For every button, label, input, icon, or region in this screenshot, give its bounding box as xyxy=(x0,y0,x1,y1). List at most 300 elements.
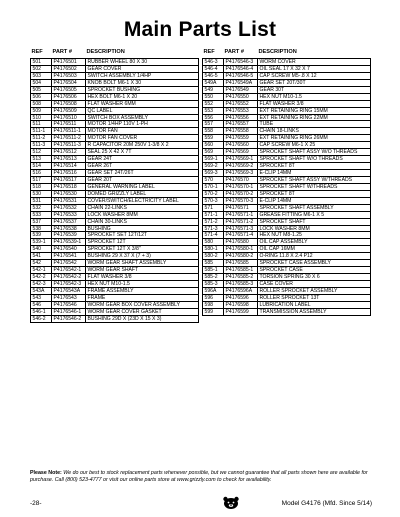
table-row xyxy=(203,115,370,122)
ref-cell: 598 xyxy=(203,302,224,308)
ref-cell: 571-2 xyxy=(203,219,224,225)
part-number-cell: P4176549 xyxy=(224,87,258,93)
part-number-cell: P4176511-3 xyxy=(52,142,86,148)
ref-cell: 571-3 xyxy=(203,226,224,232)
part-number-cell: P4176596A xyxy=(224,288,258,294)
description-cell: LOCK WASHER 8MM xyxy=(87,211,138,218)
description-cell: SEAL 25 X 42 X 7T xyxy=(87,149,132,156)
description-cell: GEAR 30T xyxy=(259,86,285,93)
table-row xyxy=(203,135,370,142)
part-number-cell: P4176570-2 xyxy=(224,191,258,197)
description-cell: CAP SCREW M6-1 X 25 xyxy=(259,142,316,149)
description-cell: BUSHING xyxy=(87,225,111,232)
description-cell: HEX NUT M10-1.5 xyxy=(87,281,130,287)
ref-cell: 542 xyxy=(31,260,52,266)
part-number-cell: P4176549A xyxy=(224,80,258,86)
description-cell: WORM GEAR SHAFT xyxy=(87,267,139,274)
description-cell: SPROCKET 12T xyxy=(87,239,126,246)
table-row xyxy=(203,232,370,239)
description-cell: TRANSMISSION ASSEMBLY xyxy=(259,308,327,315)
description-cell: OIL CAP 16MM xyxy=(259,246,295,253)
table-row xyxy=(203,87,370,94)
description-cell: SPROCKET SHAFT ASSY W/THREADS xyxy=(259,176,353,183)
page-number: -28- xyxy=(30,500,42,507)
description-cell: HEX BOLT M6-1 X 20 xyxy=(87,93,138,100)
table-row xyxy=(31,184,198,191)
table-row xyxy=(31,66,198,73)
description-cell: COVER/SWITCH/ELECTRICITY LABEL xyxy=(87,197,179,204)
ref-cell: 558 xyxy=(203,128,224,134)
part-number-cell: P4176532 xyxy=(52,205,86,211)
part-number-cell: P4176546 xyxy=(52,302,86,308)
ref-cell: 546-3 xyxy=(203,59,224,65)
description-cell: WORM GEAR BOX COVER ASSEMBLY xyxy=(87,301,180,308)
part-number-cell: P4176506 xyxy=(52,94,86,100)
description-cell: SPROCKET SHAFT W/O THREADS xyxy=(259,156,343,163)
part-number-cell: P4176510 xyxy=(52,115,86,121)
ref-cell: 503 xyxy=(31,73,52,79)
part-number-cell: P4176517 xyxy=(52,177,86,183)
ref-cell: 508 xyxy=(31,101,52,107)
description-cell: EXT RETAINING RING 26MM xyxy=(259,135,328,142)
table-row xyxy=(31,170,198,177)
ref-cell: 569-1 xyxy=(203,156,224,162)
description-cell: E-CLIP 14MM xyxy=(259,197,292,204)
ref-cell: 585-2 xyxy=(203,274,224,280)
table-row xyxy=(31,128,198,135)
table-row xyxy=(31,246,198,253)
ref-cell: 542-2 xyxy=(31,274,52,280)
description-cell: SPROCKET SHAFT W/THREADS xyxy=(259,183,338,190)
part-number-cell: P4176569-1 xyxy=(224,156,258,162)
part-number-cell: P4176505 xyxy=(52,87,86,93)
description-cell: RUBBER WHEEL 80 X 30 xyxy=(87,59,148,65)
ref-cell: 538 xyxy=(31,226,52,232)
description-cell: EXT RETAINING RING 22MM xyxy=(259,114,328,121)
part-number-cell: P4176598 xyxy=(224,302,258,308)
ref-cell: 580-2 xyxy=(203,253,224,259)
description-cell: TORSION SPRING 30 X 6 xyxy=(259,274,320,280)
table-row xyxy=(203,149,370,156)
description-cell: GEAR 26T xyxy=(87,163,113,169)
table-row xyxy=(203,142,370,149)
table-row xyxy=(31,260,198,267)
ref-cell: 542-3 xyxy=(31,281,52,287)
table-row xyxy=(31,121,198,128)
description-cell: GENERAL WARNING LABEL xyxy=(87,183,155,190)
part-number-cell: P4176569-3 xyxy=(224,170,258,176)
header-part: PART # xyxy=(224,49,244,55)
table-row xyxy=(31,232,198,239)
description-cell: TUBE xyxy=(259,121,274,128)
part-number-cell: P4176514 xyxy=(52,163,86,169)
part-number-cell: P4176518 xyxy=(52,184,86,190)
table-row xyxy=(31,302,198,309)
table-row xyxy=(203,66,370,73)
table-row xyxy=(203,309,370,316)
ref-cell: 510 xyxy=(31,115,52,121)
part-number-cell: P4176552 xyxy=(224,101,258,107)
part-number-cell: P4176596 xyxy=(224,295,258,301)
table-row xyxy=(203,184,370,191)
table-row xyxy=(31,191,198,198)
availability-note xyxy=(30,470,372,484)
part-number-cell: P4176543 xyxy=(52,295,86,301)
description-cell: SPROCKET SHAFT ASSEMBLY xyxy=(259,204,334,211)
part-number-cell: P4176504 xyxy=(52,80,86,86)
ref-cell: 569-2 xyxy=(203,163,224,169)
ref-cell: 539-1 xyxy=(31,239,52,245)
part-number-cell: P4176542-1 xyxy=(52,267,86,273)
table-row xyxy=(203,302,370,309)
table-row xyxy=(203,121,370,128)
description-cell: CHAIN 30-LINKS xyxy=(87,218,127,225)
ref-cell: 513 xyxy=(31,156,52,162)
ref-cell: 560 xyxy=(203,142,224,148)
part-number-cell: P4176571-2 xyxy=(224,219,258,225)
description-cell: MOTOR 1/4HP 110V 1-PH xyxy=(87,121,148,128)
ref-cell: 511-3 xyxy=(31,142,52,148)
description-cell: SWITCH BOX ASSEMBLY xyxy=(87,114,148,121)
part-number-cell: P4176570-1 xyxy=(224,184,258,190)
table-row xyxy=(203,267,370,274)
description-cell: GEAR COVER xyxy=(87,65,122,72)
header-ref: REF xyxy=(203,49,215,55)
table-row xyxy=(203,288,370,295)
part-number-cell: P4176509 xyxy=(52,108,86,114)
description-cell: WORM GEAR SHAFT ASSEMBLY xyxy=(87,260,167,267)
parts-tables xyxy=(30,48,371,354)
table-body-left xyxy=(30,58,199,323)
page-title: Main Parts List xyxy=(123,18,277,41)
table-row xyxy=(31,239,198,246)
part-number-cell: P4176508 xyxy=(52,101,86,107)
table-row xyxy=(203,253,370,260)
ref-cell: 543 xyxy=(31,295,52,301)
part-number-cell: P4176542-3 xyxy=(52,281,86,287)
description-cell: BUSHING 29D X (23D X 15 X 3) xyxy=(87,315,162,322)
ref-cell: 552 xyxy=(203,101,224,107)
table-row xyxy=(203,198,370,205)
table-row xyxy=(203,246,370,253)
description-cell: OIL SEAL 17 X 32 X 7 xyxy=(259,65,310,72)
part-number-cell: P4176556 xyxy=(224,115,258,121)
table-row xyxy=(31,205,198,212)
ref-cell: 514 xyxy=(31,163,52,169)
table-row xyxy=(203,170,370,177)
ref-cell: 585 xyxy=(203,260,224,266)
ref-cell: 556 xyxy=(203,115,224,121)
part-number-cell: P4176570 xyxy=(224,177,258,183)
ref-cell: 546-2 xyxy=(31,316,52,322)
description-cell: BUSHING 29 X 37 X (7 + 3) xyxy=(87,253,151,260)
ref-cell: 540 xyxy=(31,246,52,252)
part-number-cell: P4176542 xyxy=(52,260,86,266)
description-cell: KNOB BOLT M6-1 X 30 xyxy=(87,79,142,86)
part-number-cell: P4176599 xyxy=(224,309,258,315)
part-number-cell: P4176580 xyxy=(224,239,258,245)
part-number-cell: P4176585 xyxy=(224,260,258,266)
ref-cell: 571 xyxy=(203,205,224,211)
ref-cell: 599 xyxy=(203,309,224,315)
table-row xyxy=(31,73,198,80)
part-number-cell: P4176538 xyxy=(52,226,86,232)
description-cell: SPROCKET 8T xyxy=(259,163,295,169)
table-row xyxy=(31,94,198,101)
description-cell: SPROCKET SHAFT xyxy=(259,218,306,225)
description-cell: EXT RETAINING RING 15MM xyxy=(259,107,328,114)
description-cell: ROLLER SPROCKET 13T xyxy=(259,294,320,301)
part-number-cell: P4176546-2 xyxy=(52,316,86,322)
ref-cell: 502 xyxy=(31,66,52,72)
description-cell: LOCK WASHER 8MM xyxy=(259,225,310,232)
part-number-cell: P4176546-3 xyxy=(224,59,258,65)
table-row xyxy=(31,226,198,233)
description-cell: FLAT WASHER 3/8 xyxy=(87,274,132,280)
part-number-cell: P4176571 xyxy=(224,205,258,211)
parts-table-left xyxy=(30,48,199,323)
table-row xyxy=(31,177,198,184)
part-number-cell: P4176511-2 xyxy=(52,135,86,141)
description-cell: E-CLIP 14MM xyxy=(259,170,292,176)
part-number-cell: P4176543A xyxy=(52,288,86,294)
ref-cell: 549A xyxy=(203,80,224,86)
ref-cell: 512 xyxy=(31,149,52,155)
note-label: Please Note: xyxy=(30,470,62,476)
ref-cell: 550 xyxy=(203,94,224,100)
table-row xyxy=(203,205,370,212)
ref-cell: 505 xyxy=(31,87,52,93)
ref-cell: 570-1 xyxy=(203,184,224,190)
table-row xyxy=(31,163,198,170)
description-cell: SPROCKET BUSHING xyxy=(87,86,141,93)
ref-cell: 570-3 xyxy=(203,198,224,204)
ref-cell: 518 xyxy=(31,184,52,190)
part-number-cell: P4176560 xyxy=(224,142,258,148)
ref-cell: 530 xyxy=(31,191,52,197)
table-row xyxy=(203,260,370,267)
description-cell: GREASE FITTING M6-1 X 5 xyxy=(259,211,325,218)
description-cell: MOTOR FAN xyxy=(87,128,118,135)
description-cell: QC LABEL xyxy=(87,107,113,114)
ref-cell: 570-2 xyxy=(203,191,224,197)
part-number-cell: P4176580-2 xyxy=(224,253,258,259)
ref-cell: 506 xyxy=(31,94,52,100)
table-row xyxy=(31,142,198,149)
ref-cell: 559 xyxy=(203,135,224,141)
description-cell: O-RING 11.8 X 2.4 P12 xyxy=(259,253,313,260)
header-description: DESCRIPTION xyxy=(86,49,125,55)
ref-cell: 585-1 xyxy=(203,267,224,273)
part-number-cell: P4176539 xyxy=(52,232,86,238)
table-row xyxy=(203,212,370,219)
header-description: DESCRIPTION xyxy=(258,49,297,55)
ref-cell: 501 xyxy=(31,59,52,65)
table-row xyxy=(31,156,198,163)
table-row xyxy=(203,219,370,226)
ref-cell: 546-4 xyxy=(203,66,224,72)
ref-cell: 596A xyxy=(203,288,224,294)
description-cell: CHAIN 22-LINKS xyxy=(87,204,127,211)
description-cell: FRAME xyxy=(87,294,106,301)
part-number-cell: P4176546-5 xyxy=(224,73,258,79)
table-row xyxy=(31,198,198,205)
ref-cell: 580 xyxy=(203,239,224,245)
table-row xyxy=(31,281,198,288)
ref-cell: 569 xyxy=(203,149,224,155)
description-cell: FLAT WASHER 3/8 xyxy=(259,100,304,107)
part-number-cell: P4176569-2 xyxy=(224,163,258,169)
table-row xyxy=(31,101,198,108)
ref-cell: 546-1 xyxy=(31,309,52,315)
table-row xyxy=(203,239,370,246)
part-number-cell: P4176530 xyxy=(52,191,86,197)
part-number-cell: P4176516 xyxy=(52,170,86,176)
ref-cell: 541 xyxy=(31,253,52,259)
ref-cell: 549 xyxy=(203,87,224,93)
table-row xyxy=(203,156,370,163)
table-header xyxy=(202,48,371,57)
ref-cell: 532 xyxy=(31,205,52,211)
ref-cell: 543A xyxy=(31,288,52,294)
description-cell: SPROCKET 12T X 3/8" xyxy=(87,246,141,253)
part-number-cell: P4176540 xyxy=(52,246,86,252)
table-row xyxy=(203,108,370,115)
description-cell: FLAT WASHER 6MM xyxy=(87,100,136,107)
description-cell: SPROCKET 8T xyxy=(259,190,295,197)
ref-cell: 571-1 xyxy=(203,212,224,218)
table-row xyxy=(31,212,198,219)
table-row xyxy=(203,295,370,302)
parts-table-right xyxy=(202,48,371,316)
table-row xyxy=(31,80,198,87)
table-body-right xyxy=(202,58,371,316)
ref-cell: 553 xyxy=(203,108,224,114)
description-cell: GEAR 20T xyxy=(87,176,113,183)
model-info: Model G4176 (Mfd. Since 5/14) xyxy=(281,500,372,507)
description-cell: ROLLER SPROCKET ASSEMBLY xyxy=(259,287,338,294)
part-number-cell: P4176512 xyxy=(52,149,86,155)
table-row xyxy=(31,135,198,142)
note-text: We do our best to stock replacement parts whenever possible, but we cannot guarantee that all parts shown here are available for purchase. Call (800) 523-4777 or visit our online parts store at www.grizzly.com to check for availability. xyxy=(30,470,368,483)
part-number-cell: P4176511 xyxy=(52,121,86,127)
description-cell: WORM COVER xyxy=(259,59,296,65)
part-number-cell: P4176571-3 xyxy=(224,226,258,232)
part-number-cell: P4176533 xyxy=(52,212,86,218)
table-row xyxy=(31,316,198,323)
description-cell: HEX NUT M8-1.25 xyxy=(259,232,302,239)
table-row xyxy=(203,191,370,198)
ref-cell: 511-2 xyxy=(31,135,52,141)
table-row xyxy=(203,128,370,135)
description-cell: CAP SCREW M5-.8 X 12 xyxy=(259,72,317,79)
table-row xyxy=(31,59,198,66)
description-cell: SPROCKET CASE ASSEMBLY xyxy=(259,260,331,267)
header-ref: REF xyxy=(31,49,43,55)
table-row xyxy=(31,267,198,274)
ref-cell: 570 xyxy=(203,177,224,183)
ref-cell: 557 xyxy=(203,121,224,127)
part-number-cell: P4176569 xyxy=(224,149,258,155)
table-row xyxy=(203,163,370,170)
grizzly-bear-logo-icon xyxy=(220,496,242,510)
part-number-cell: P4176557 xyxy=(224,121,258,127)
ref-cell: 546 xyxy=(31,302,52,308)
table-row xyxy=(31,149,198,156)
ref-cell: 537 xyxy=(31,219,52,225)
ref-cell: 596 xyxy=(203,295,224,301)
ref-cell: 542-1 xyxy=(31,267,52,273)
description-cell: SPROCKET CASE xyxy=(259,267,303,274)
description-cell: GEAR SET 20T/30T xyxy=(259,79,306,86)
ref-cell: 539 xyxy=(31,232,52,238)
part-number-cell: P4176546-1 xyxy=(52,309,86,315)
table-row xyxy=(203,59,370,66)
part-number-cell: P4176502 xyxy=(52,66,86,72)
description-cell: WORM GEAR COVER GASKET xyxy=(87,308,162,315)
table-row xyxy=(31,108,198,115)
description-cell: SWITCH ASSEMBLY 1/4HP xyxy=(87,72,152,79)
part-number-cell: P4176537 xyxy=(52,219,86,225)
part-number-cell: P4176571-1 xyxy=(224,212,258,218)
part-number-cell: P4176539-1 xyxy=(52,239,86,245)
ref-cell: 571-4 xyxy=(203,232,224,238)
description-cell: SPROCKET SHAFT ASSY W/O THREADS xyxy=(259,149,358,156)
description-cell: OIL CAP ASSEMBLY xyxy=(259,239,308,246)
table-row xyxy=(31,295,198,302)
ref-cell: 517 xyxy=(31,177,52,183)
part-number-cell: P4176546-4 xyxy=(224,66,258,72)
ref-cell: 504 xyxy=(31,80,52,86)
part-number-cell: P4176513 xyxy=(52,156,86,162)
ref-cell: 531 xyxy=(31,198,52,204)
table-row xyxy=(31,288,198,295)
part-number-cell: P4176553 xyxy=(224,108,258,114)
ref-cell: 569-3 xyxy=(203,170,224,176)
part-number-cell: P4176580-1 xyxy=(224,246,258,252)
ref-cell: 585-3 xyxy=(203,281,224,287)
part-number-cell: P4176571-4 xyxy=(224,232,258,238)
description-cell: MOTOR FAN COVER xyxy=(87,135,138,142)
table-row xyxy=(31,87,198,94)
table-row xyxy=(203,281,370,288)
part-number-cell: P4176585-3 xyxy=(224,281,258,287)
ref-cell: 580-1 xyxy=(203,246,224,252)
description-cell: DOMED GRIZZLY LABEL xyxy=(87,190,147,197)
description-cell: HEX NUT M10-1.5 xyxy=(259,93,302,100)
part-number-cell: P4176531 xyxy=(52,198,86,204)
table-row xyxy=(31,309,198,316)
description-cell: SPROCKET SET 12T/12T xyxy=(87,232,148,239)
table-row xyxy=(31,115,198,122)
part-number-cell: P4176501 xyxy=(52,59,86,65)
part-number-cell: P4176585-1 xyxy=(224,267,258,273)
part-number-cell: P4176542-2 xyxy=(52,274,86,280)
part-number-cell: P4176585-2 xyxy=(224,274,258,280)
part-number-cell: P4176503 xyxy=(52,73,86,79)
table-header xyxy=(30,48,199,57)
table-row xyxy=(31,219,198,226)
part-number-cell: P4176541 xyxy=(52,253,86,259)
description-cell: CASE COVER xyxy=(259,281,293,287)
part-number-cell: P4176559 xyxy=(224,135,258,141)
table-row xyxy=(203,101,370,108)
description-cell: FRAME ASSEMBLY xyxy=(87,287,134,294)
description-cell: GEAR SET 24T/26T xyxy=(87,170,134,176)
table-row xyxy=(203,73,370,80)
part-number-cell: P4176511-1 xyxy=(52,128,86,134)
description-cell: LUBRICATION LABEL xyxy=(259,301,311,308)
